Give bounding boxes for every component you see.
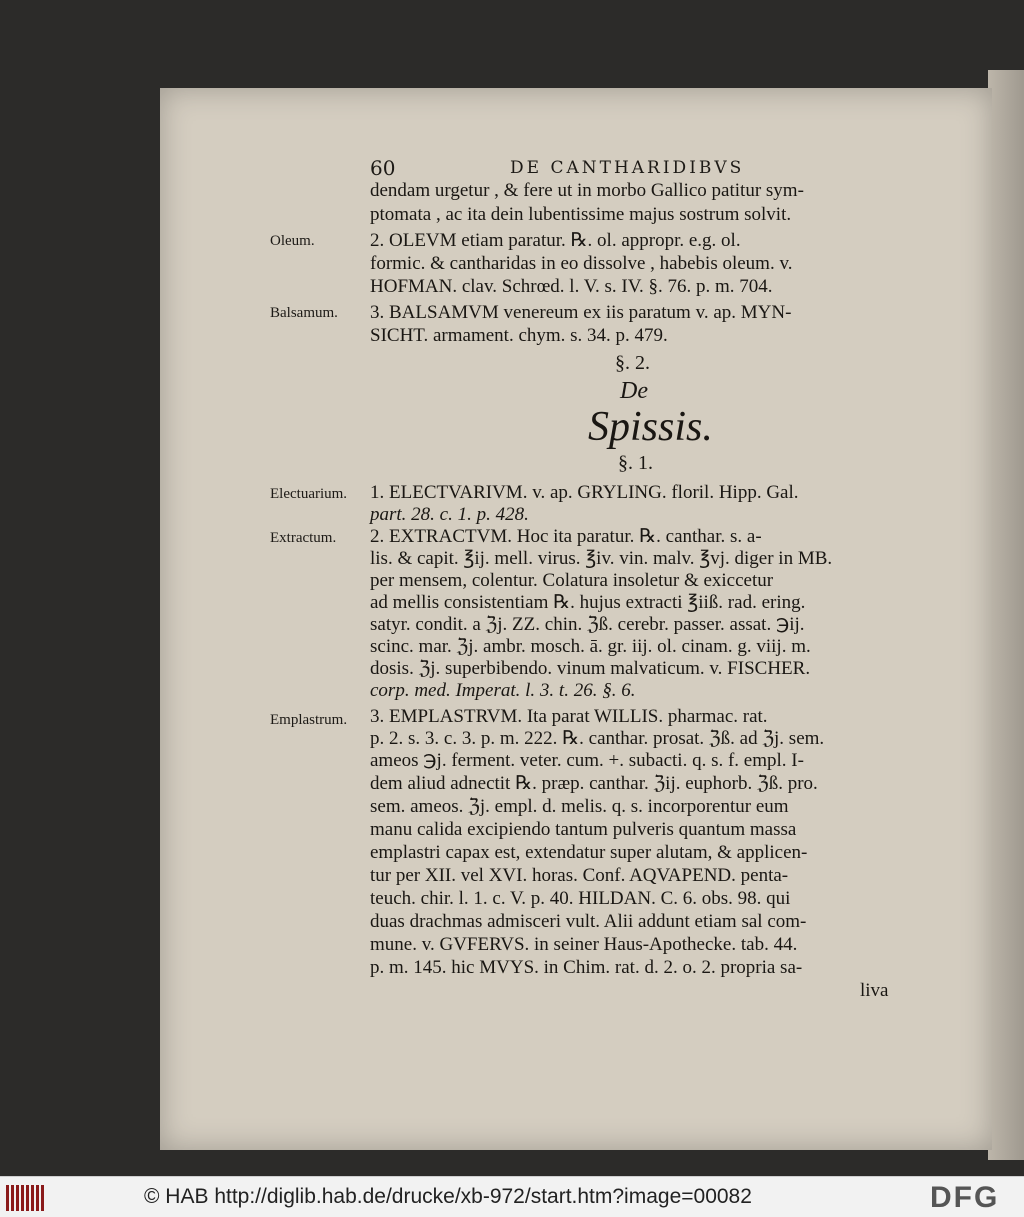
dfg-logo: DFG (930, 1181, 1000, 1214)
text-line: per mensem, colentur. Colatura insoletur & exiccetur (370, 570, 774, 591)
text-line: manu calida excipiendo tantum pulveris quantum massa (370, 819, 797, 840)
text-line: 2. EXTRACTVM. Hoc ita paratur. ℞. canthar. s. a- (370, 526, 762, 547)
text-line: tur per XII. vel XVI. horas. Conf. AQVAPEND. penta- (370, 865, 789, 886)
text-line: formic. & cantharidas in eo dissolve , habebis oleum. v. (370, 253, 793, 274)
text-line: p. 2. s. 3. c. 3. p. m. 222. ℞. canthar. prosat. ℨß. ad ℨj. sem. (370, 728, 825, 749)
margin-note-balsamum: Balsamum. (270, 305, 338, 321)
text-line: HOFMAN. clav. Schrœd. l. V. s. IV. §. 76. p. m. 704. (370, 276, 773, 297)
text-line: duas drachmas admisceri vult. Alii addunt etiam sal com- (370, 911, 807, 932)
text-line: 1. ELECTVARIVM. v. ap. GRYLING. floril. Hipp. Gal. (370, 482, 799, 503)
text-line: SICHT. armament. chym. s. 34. p. 479. (370, 325, 668, 346)
page-number: 60 (370, 156, 396, 180)
text-line: corp. med. Imperat. l. 3. t. 26. §. 6. (370, 680, 636, 701)
margin-note-oleum: Oleum. (270, 233, 315, 249)
subsection-mark: §. 1. (618, 452, 653, 474)
text-line: ameos ℈j. ferment. veter. cum. +. subacti. q. s. f. empl. I- (370, 750, 804, 771)
section-title: Spissis. (588, 404, 713, 450)
text-line: ad mellis consistentiam ℞. hujus extracti ℥iiß. rad. ering. (370, 592, 806, 613)
catchword: liva (860, 980, 889, 1001)
margin-note-emplastrum: Emplastrum. (270, 712, 348, 728)
text-line: 3. BALSAMVM venereum ex iis paratum v. ap. MYN- (370, 302, 792, 323)
hab-logo-icon (6, 1185, 48, 1211)
text-line: satyr. condit. a ℨj. ZZ. chin. ℨß. cerebr. passer. assat. ℈ij. (370, 614, 805, 635)
text-line: sem. ameos. ℨj. empl. d. melis. q. s. incorporentur eum (370, 796, 789, 817)
text-line: p. m. 145. hic MVYS. in Chim. rat. d. 2. o. 2. propria sa- (370, 957, 803, 978)
margin-note-extractum: Extractum. (270, 530, 337, 546)
text-line: dosis. ℨj. superbibendo. vinum malvaticum. v. FISCHER. (370, 658, 811, 679)
text-line: scinc. mar. ℨj. ambr. mosch. ā. gr. iij. ol. cinam. g. viij. m. (370, 636, 811, 657)
margin-note-electuarium: Electuarium. (270, 486, 348, 502)
text-line: emplastri capax est, extendatur super alutam, & applicen- (370, 842, 808, 863)
viewer-footer (0, 1176, 1024, 1217)
section-mark: §. 2. (615, 352, 650, 374)
page-header (370, 156, 910, 182)
next-page-edge (988, 70, 1024, 1160)
text-line: lis. & capit. ℥ij. mell. virus. ℥iv. vin. malv. ℥vj. diger in MB. (370, 548, 833, 569)
text-line: mune. v. GVFERVS. in seiner Haus-Apothecke. tab. 44. (370, 934, 798, 955)
section-de: De (620, 378, 648, 404)
text-line: dem aliud adnectit ℞. præp. canthar. ℨij. euphorb. ℨß. pro. (370, 773, 818, 794)
text-line: 3. EMPLASTRVM. Ita parat WILLIS. pharmac. rat. (370, 706, 768, 727)
text-line: teuch. chir. l. 1. c. V. p. 40. HILDAN. C. 6. obs. 98. qui (370, 888, 791, 909)
running-head: DE CANTHARIDIBVS (510, 158, 745, 178)
text-line: dendam urgetur , & fere ut in morbo Gallico patitur sym- (370, 180, 804, 201)
text-line: ptomata , ac ita dein lubentissime majus sostrum solvit. (370, 204, 792, 225)
text-line: part. 28. c. 1. p. 428. (370, 504, 529, 525)
text-line: 2. OLEVM etiam paratur. ℞. ol. appropr. e.g. ol. (370, 230, 741, 251)
copyright-link[interactable]: © HAB http://diglib.hab.de/drucke/xb-972/start.htm?image=00082 (144, 1185, 752, 1208)
